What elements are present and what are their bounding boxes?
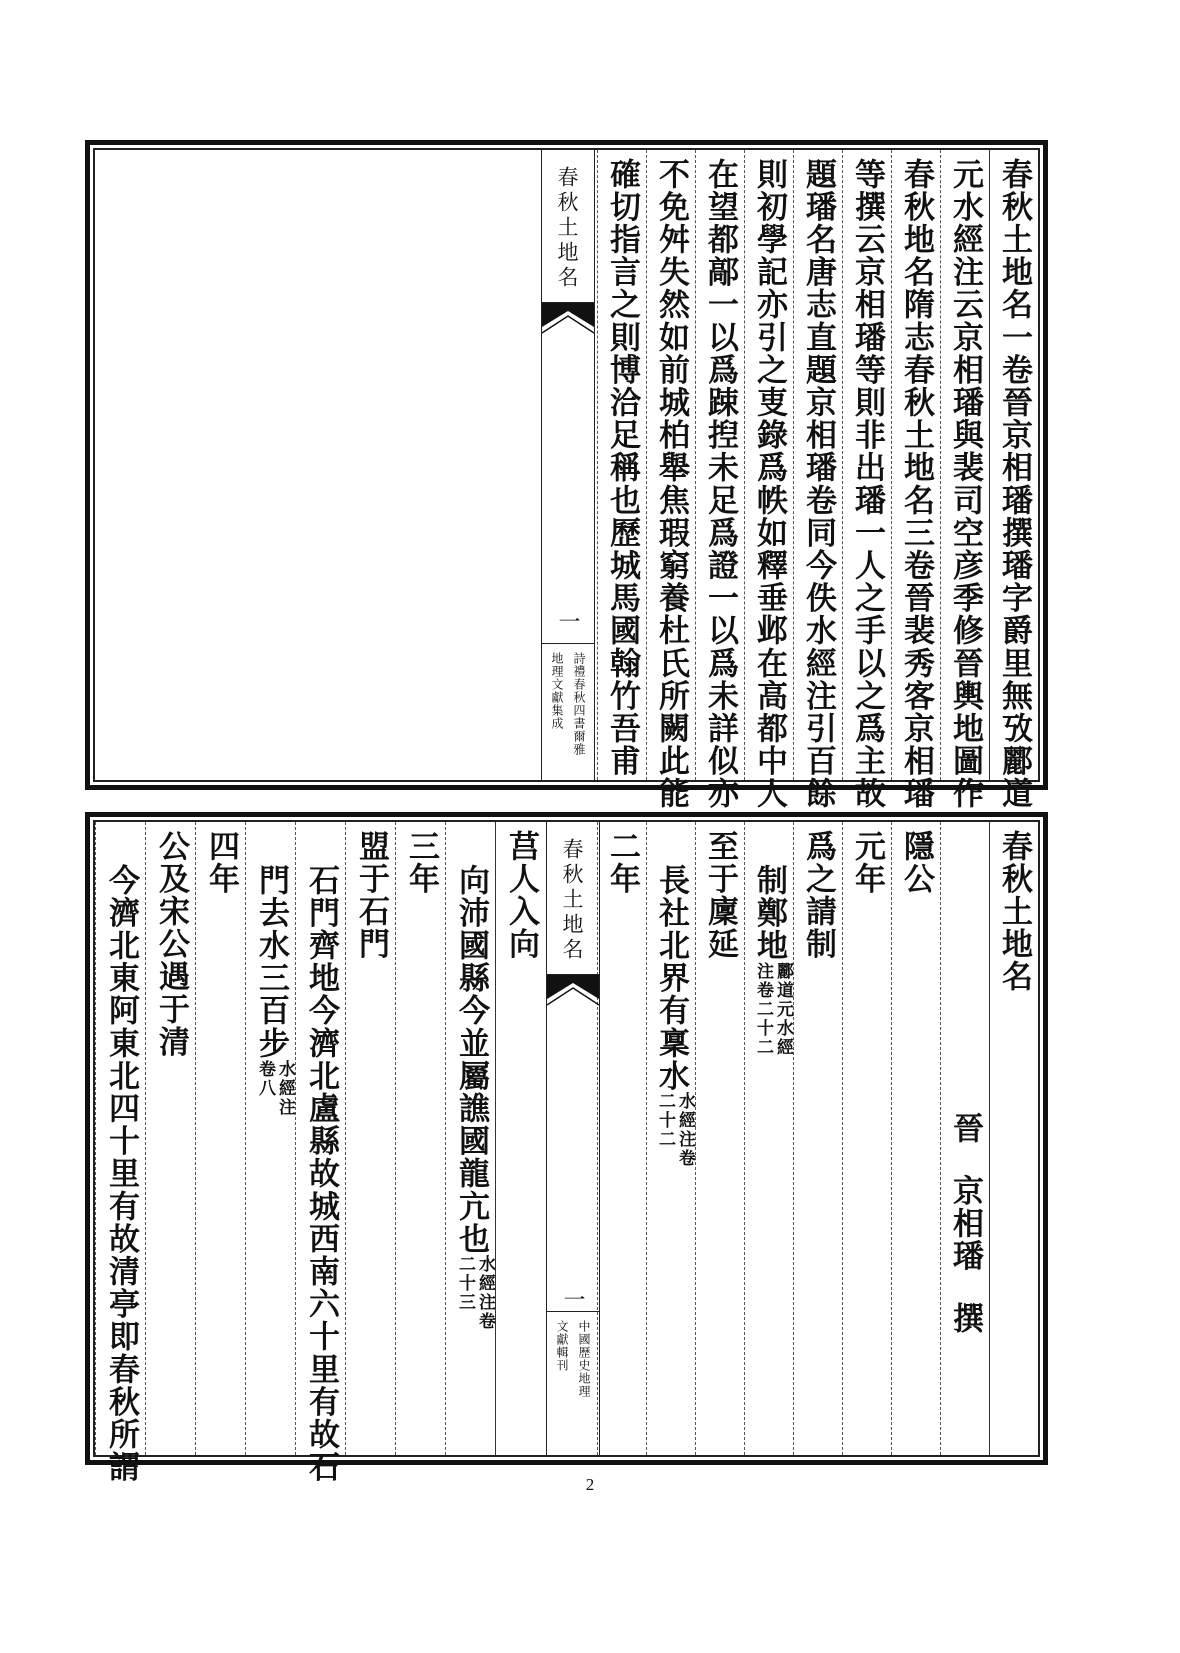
annotation-line: 水經注 <box>275 1059 295 1117</box>
text-column <box>744 822 793 1455</box>
column-text: 元水經注云京相璠與裴司空彦季修晉輿地圖作 <box>947 158 983 810</box>
column-text: 二年 <box>604 830 640 896</box>
column-text: 莒人入向 <box>503 830 539 961</box>
series-subtitle: 地理文獻集成 <box>550 652 564 730</box>
column-text: 確切指言之則博洽足稱也歷城馬國翰竹吾甫 <box>604 158 640 778</box>
column-text: 長社北界有稟水 <box>653 864 689 1093</box>
column-text: 則初學記亦引之叓錄爲帙如釋垂邺在高都中人 <box>751 158 787 810</box>
text-column <box>940 150 989 810</box>
text-column <box>989 822 1038 1455</box>
series-title: 詩禮春秋四書爾雅 <box>572 652 586 756</box>
author-name: 京相璠 <box>947 1174 983 1273</box>
lower-left-text-columns <box>95 822 545 1484</box>
annotation-line: 注卷二十二 <box>753 961 773 1057</box>
column-text: 石門齊地今濟北盧縣故城西南六十里有故石 <box>303 864 339 1484</box>
source-annotation <box>753 962 793 1057</box>
page-number: 2 <box>585 1475 595 1494</box>
fold-title: 春秋土地名 <box>560 837 584 963</box>
text-column <box>245 822 295 1455</box>
text-column <box>695 822 744 1455</box>
author-column <box>940 822 989 1455</box>
upper-text-columns <box>597 150 1038 810</box>
series-subtitle: 文獻輯刊 <box>555 1320 569 1372</box>
column-text: 春秋土地名一卷晉京相璠撰璠字爵里無攷酈道 <box>996 158 1032 810</box>
column-text: 至于廩延 <box>702 830 738 961</box>
fishtail-ornament-icon <box>547 974 599 1007</box>
column-text: 四年 <box>203 830 239 896</box>
annotation-line: 二十三 <box>455 1255 475 1313</box>
leaf-number: 一 <box>555 610 580 632</box>
column-text: 三年 <box>403 830 439 896</box>
fold-title: 春秋土地名 <box>555 165 579 291</box>
text-column <box>145 822 195 1455</box>
column-text: 在望都鄗一以爲踈揑未足爲證一以爲未詳似亦 <box>702 158 738 810</box>
lower-page-frame <box>85 812 1048 1484</box>
upper-page-frame <box>85 140 1048 810</box>
text-column <box>989 150 1038 810</box>
annotation-line: 二十二 <box>655 1092 675 1150</box>
series-title: 中國歷史地理 <box>577 1320 591 1398</box>
column-text: 公及宋公遇于清 <box>153 830 189 1059</box>
text-column <box>597 150 646 780</box>
column-text: 爲之請制 <box>800 830 836 961</box>
annotation-line: 酈道元水經 <box>773 961 793 1057</box>
text-column <box>95 822 145 1484</box>
fishtail-ornament-icon <box>542 302 594 335</box>
author-dynasty: 晉 <box>947 1112 983 1145</box>
column-text: 制鄭地 <box>751 864 787 962</box>
text-column <box>695 150 744 810</box>
text-column <box>345 822 395 1455</box>
text-column <box>395 822 445 1455</box>
text-column <box>891 822 940 1455</box>
column-text: 今濟北東阿東北四十里有故清亭即春秋所謂 <box>103 864 139 1484</box>
author-role: 撰 <box>947 1302 983 1336</box>
text-column <box>793 150 842 810</box>
source-annotation <box>455 1255 495 1331</box>
column-text: 題璠名唐志直題京相璠卷同今佚水經注引百餘 <box>800 158 836 810</box>
text-column <box>842 150 891 810</box>
text-column <box>646 822 695 1455</box>
text-column <box>842 822 891 1455</box>
annotation-line: 水經注卷 <box>475 1255 495 1332</box>
column-text: 春秋地名隋志春秋土地名三卷晉裴秀客京相璠 <box>898 158 934 810</box>
column-text: 盟于石門 <box>353 830 389 961</box>
column-text: 門去水三百步 <box>253 864 289 1060</box>
source-annotation <box>655 1092 695 1168</box>
column-text: 向沛國縣今並屬譙國龍亢也 <box>453 864 489 1256</box>
text-column <box>195 822 245 1455</box>
column-text: 元年 <box>849 830 885 896</box>
text-column <box>891 150 940 810</box>
fold-footer <box>542 643 594 780</box>
text-column <box>646 150 695 810</box>
leaf-number: 一 <box>560 1288 585 1310</box>
column-text: 等撰云京相璠等則非出璠一人之手以之爲主故 <box>849 158 885 810</box>
annotation-line: 水經注卷 <box>675 1092 695 1169</box>
text-column <box>445 822 495 1455</box>
annotation-line: 卷八 <box>255 1059 275 1098</box>
column-text: 隱公 <box>898 830 934 896</box>
lower-right-text-columns <box>597 822 1038 1455</box>
lower-center-fold <box>546 822 600 1455</box>
source-annotation <box>255 1060 295 1117</box>
text-column <box>744 150 793 810</box>
text-column <box>295 822 345 1484</box>
column-text: 不免舛失然如前城柏舉焦瑕窮養杜氏所闕此能 <box>653 158 689 810</box>
text-column <box>597 822 646 1455</box>
text-column <box>793 822 842 1455</box>
column-text: 春秋土地名 <box>996 830 1032 993</box>
text-column <box>495 822 545 1455</box>
fold-footer <box>547 1311 599 1455</box>
upper-center-fold <box>541 150 595 780</box>
